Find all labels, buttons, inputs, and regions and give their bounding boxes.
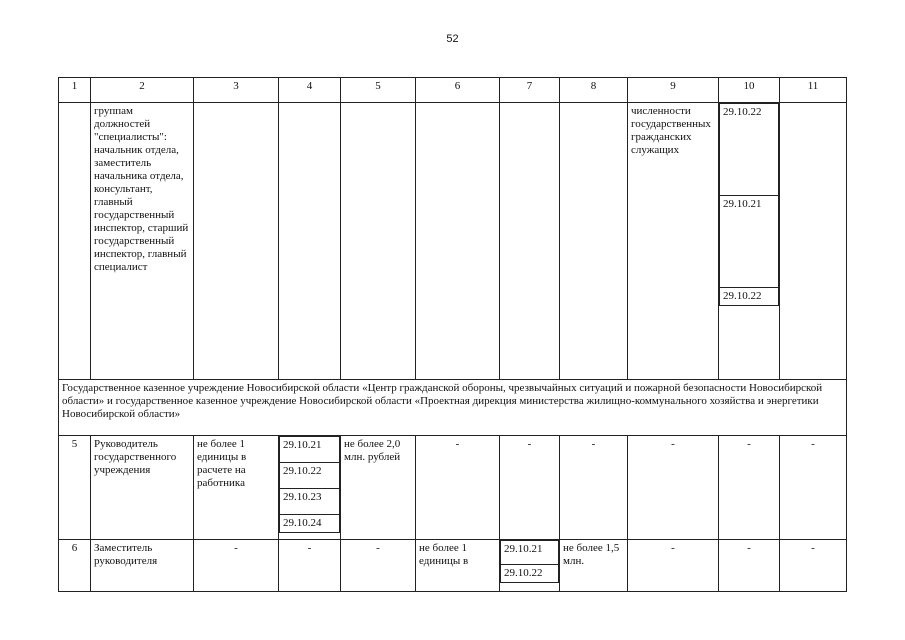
table-cell: - [500,436,560,540]
table-cell [59,103,91,380]
table-row [59,103,847,380]
header-cell: 2 [91,78,194,103]
position-groups-cell: группам должностей "специалисты": начальник отдела, заместитель начальника отдела, консультант, главный государственный инспектор, старший государственный инспектор, главный специалист [91,103,194,380]
header-cell: 1 [59,78,91,103]
date-item: 29.10.24 [280,515,340,533]
table-cell: - [719,540,780,592]
table-cell [279,103,341,380]
row-number: 5 [59,436,91,540]
table-cell: - [780,436,847,540]
table-cell: не более 1 единицы в [416,540,500,592]
requirements-table [58,77,847,592]
table-row [59,436,847,540]
header-cell: 9 [628,78,719,103]
table-cell [500,103,560,380]
table-cell: - [719,436,780,540]
dates-cell [719,103,780,380]
table-cell [780,103,847,380]
table-cell [194,103,279,380]
dates-list [279,436,340,533]
header-cell: 3 [194,78,279,103]
table-cell: не более 1 единицы в расчете на работника [194,436,279,540]
table-cell: не более 2,0 млн. рублей [341,436,416,540]
table-cell: - [628,436,719,540]
table-cell: - [780,540,847,592]
table-cell: - [628,540,719,592]
table-cell [341,103,416,380]
table-cell: - [279,540,341,592]
date-item: 29.10.21 [720,196,779,288]
date-item: 29.10.22 [280,463,340,489]
institution-text: Государственное казенное учреждение Новосибирской области «Центр гражданской обороны, чрезвычайных ситуаций и пожарной безопасности Новосибирской области» и государственное казенное учреждение Новосибирской области «Проектная дирекция министерства жилищно-коммунального хозяйства и энергетики Новосибирской области» [59,380,847,436]
date-item: 29.10.21 [501,541,559,565]
date-item: 29.10.22 [501,565,559,583]
page-number: 52 [446,33,459,45]
dates-cell [279,436,341,540]
institution-row [59,380,847,436]
staff-number-cell: численности государственных гражданских служащих [628,103,719,380]
header-cell: 10 [719,78,780,103]
date-item: 29.10.23 [280,489,340,515]
date-item: 29.10.22 [720,104,779,196]
header-cell: 4 [279,78,341,103]
table-cell: не более 1,5 млн. [560,540,628,592]
table-cell: - [416,436,500,540]
date-item: 29.10.22 [720,288,779,306]
header-cell: 6 [416,78,500,103]
header-cell: 8 [560,78,628,103]
row-number: 6 [59,540,91,592]
table-cell: - [560,436,628,540]
header-cell: 11 [780,78,847,103]
table-cell: - [194,540,279,592]
header-row [59,78,847,103]
header-cell: 7 [500,78,560,103]
dates-list [500,540,559,583]
date-item: 29.10.21 [280,437,340,463]
position-name: Руководитель государственного учреждения [91,436,194,540]
position-name: Заместитель руководителя [91,540,194,592]
dates-list [719,103,779,306]
table-cell [560,103,628,380]
header-cell: 5 [341,78,416,103]
table-cell [416,103,500,380]
dates-cell [500,540,560,592]
table-row [59,540,847,592]
table-cell: - [341,540,416,592]
